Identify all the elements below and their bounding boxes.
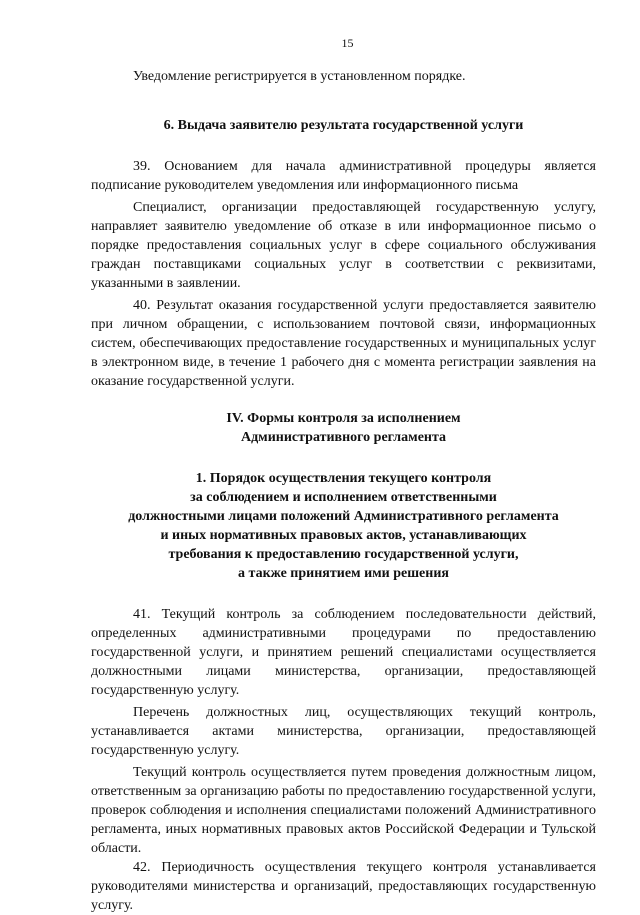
- chapter-4-heading: [91, 409, 596, 447]
- paragraph-42: 42. Периодичность осуществления текущего контроля устанавливается руководителями министерства и организаций, предоставляющих государственную услугу.: [91, 860, 596, 913]
- subsection-1-heading-line: 1. Порядок осуществления текущего контроля: [195, 471, 492, 486]
- paragraph-39: 39. Основанием для начала административной процедуры является подписание руководителем уведомления или информационного письма: [91, 159, 596, 193]
- paragraph-40: 40. Результат оказания государственной услуги предоставляется заявителю при личном обращении, с использованием почтовой связи, информационных систем, обеспечивающих предоставление государственных и муниципальных услуг в электронном виде, в течение 1 рабочего дня с момента регистрации заявления на оказание государственной услуги.: [91, 298, 596, 389]
- subsection-1-heading-line: должностными лицами положений Административного регламента: [128, 509, 559, 524]
- chapter-4-heading-line: Административного регламента: [240, 430, 447, 445]
- subsection-1-heading: [91, 469, 596, 583]
- subsection-1-heading-line: за соблюдением и исполнением ответственными: [190, 490, 497, 505]
- subsection-1-heading-line: и иных нормативных правовых актов, устанавливающих: [160, 528, 527, 543]
- paragraph-41: 41. Текущий контроль за соблюдением последовательности действий, определенных административными процедурами по предоставлению государственной услуги, и принятием решений специалистами осуществляется должностными лицами министерства, организации, предоставляющей государственную услугу.: [91, 607, 596, 698]
- chapter-4-heading-line: IV. Формы контроля за исполнением: [226, 411, 461, 426]
- intro-paragraph: Уведомление регистрируется в установленном порядке.: [133, 69, 466, 84]
- paragraph-current-control: Текущий контроль осуществляется путем проведения должностным лицом, ответственным за организацию работы по предоставлению государственной услуги, проверок соблюдения и исполнения специалистами положений Административного регламента, иных нормативных правовых актов Российской Федерации и Тульской области.: [91, 765, 596, 856]
- subsection-1-heading-line: требования к предоставлению государственной услуги,: [168, 547, 519, 562]
- subsection-1-heading-line: а также принятием ими решения: [238, 566, 449, 581]
- paragraph-specialist: Специалист, организации предоставляющей государственную услугу, направляет заявителю уведомление об отказе в или информационное письмо о порядке предоставления социальных услуг в сфере социального обслуживания граждан поставщиками социальных услуг в соответствии с реквизитами, указанными в заявлении.: [91, 200, 596, 291]
- section-6-heading: 6. Выдача заявителю результата государственной услуги: [163, 118, 524, 133]
- paragraph-officials-list: Перечень должностных лиц, осуществляющих текущий контроль, устанавливается актами министерства, организации, предоставляющей государственную услугу.: [91, 705, 596, 758]
- page-number: 15: [341, 36, 354, 50]
